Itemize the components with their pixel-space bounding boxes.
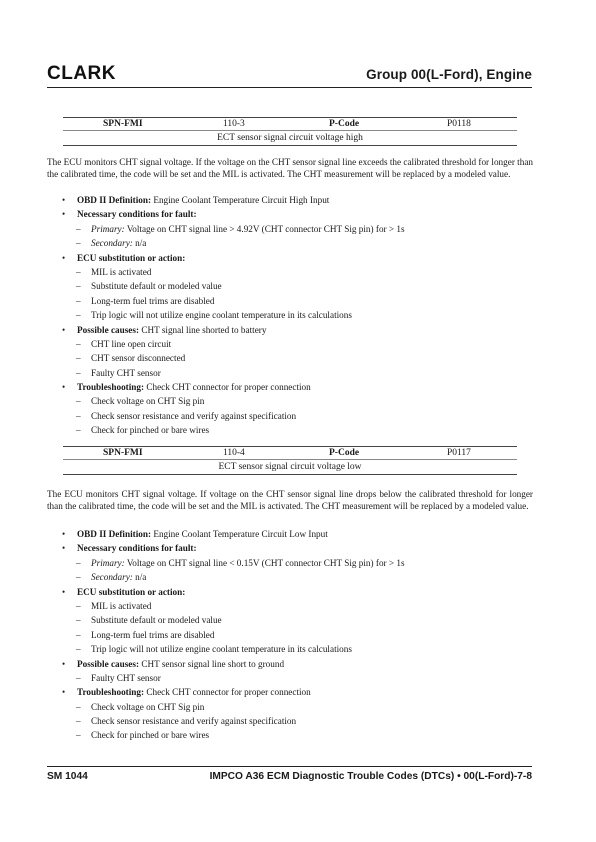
list-item bbox=[62, 657, 405, 671]
bullet-icon: • bbox=[62, 586, 66, 597]
obd-label: OBD II Definition: bbox=[77, 195, 152, 205]
substitution-item: Long-term fuel trims are disabled bbox=[91, 295, 215, 306]
list-item bbox=[62, 409, 405, 423]
dash-icon: – bbox=[76, 672, 81, 683]
footer-manual-number: SM 1044 bbox=[47, 771, 88, 782]
primary-label: Primary: bbox=[91, 557, 125, 568]
dash-icon: – bbox=[76, 410, 81, 421]
dtc-header-row bbox=[63, 446, 517, 460]
dtc-description: ECT sensor signal circuit voltage high bbox=[217, 133, 363, 143]
list-item bbox=[62, 527, 405, 541]
causes-label: Possible causes: bbox=[77, 324, 140, 335]
troubleshooting-item: Check for pinched or bare wires bbox=[91, 425, 210, 436]
bullet-icon: • bbox=[62, 658, 66, 669]
primary-text: Voltage on CHT signal line < 0.15V (CHT connector CHT Sig pin) for > 1s bbox=[124, 557, 405, 568]
dash-icon: – bbox=[76, 295, 81, 306]
list-item bbox=[62, 308, 405, 322]
list-item bbox=[62, 193, 405, 207]
dash-icon: – bbox=[76, 425, 81, 436]
list-item bbox=[62, 207, 405, 221]
list-item bbox=[62, 251, 405, 265]
bullet-icon: • bbox=[62, 209, 66, 220]
bullet-icon: • bbox=[62, 687, 66, 698]
obd-label: OBD II Definition: bbox=[77, 529, 152, 539]
footer-page-reference: IMPCO A36 ECM Diagnostic Trouble Codes (DTCs) • 00(L-Ford)-7-8 bbox=[209, 771, 532, 782]
dash-icon: – bbox=[76, 338, 81, 349]
list-item bbox=[62, 585, 405, 599]
secondary-text: n/a bbox=[132, 238, 147, 249]
list-item bbox=[62, 714, 405, 728]
list-item bbox=[62, 556, 405, 570]
troubleshooting-item: Check for pinched or bare wires bbox=[91, 730, 210, 741]
secondary-label: Secondary: bbox=[91, 572, 133, 583]
obd-text: Engine Coolant Temperature Circuit High Input bbox=[151, 195, 330, 205]
bullet-icon: • bbox=[62, 252, 66, 263]
list-item bbox=[62, 351, 405, 365]
spn-fmi-label: SPN-FMI bbox=[103, 119, 143, 129]
dash-icon: – bbox=[76, 310, 81, 321]
obd-text: Engine Coolant Temperature Circuit Low Input bbox=[151, 529, 328, 539]
list-item bbox=[62, 728, 405, 742]
dash-icon: – bbox=[76, 281, 81, 292]
list-item bbox=[62, 323, 405, 337]
substitution-item: MIL is activated bbox=[91, 266, 152, 277]
dtc-1-paragraph: The ECU monitors CHT signal voltage. If the voltage on the CHT sensor signal line exceeds the calibrated threshold for longer than the calibrated time, the code will be set and the MIL is activated. The CHT measurement will be replaced by a modeled value. bbox=[47, 157, 533, 179]
list-item bbox=[62, 642, 405, 656]
bullet-icon: • bbox=[62, 195, 66, 205]
dash-icon: – bbox=[76, 266, 81, 277]
cause-item: CHT line open circuit bbox=[91, 338, 172, 349]
substitution-item: Substitute default or modeled value bbox=[91, 281, 222, 292]
pcode-label: P-Code bbox=[329, 119, 360, 129]
secondary-text: n/a bbox=[132, 572, 147, 583]
dash-icon: – bbox=[76, 730, 81, 741]
dtc-description: ECT sensor signal circuit voltage low bbox=[218, 462, 362, 472]
pcode-value: P0117 bbox=[447, 448, 471, 458]
conditions-label: Necessary conditions for fault: bbox=[77, 209, 197, 220]
page-footer bbox=[47, 766, 532, 782]
list-item bbox=[62, 294, 405, 308]
dash-icon: – bbox=[76, 238, 81, 249]
troubleshooting-label: Troubleshooting: bbox=[77, 687, 145, 698]
list-item bbox=[62, 394, 405, 408]
list-item bbox=[62, 570, 405, 584]
dash-icon: – bbox=[76, 600, 81, 611]
list-item bbox=[62, 541, 405, 555]
dash-icon: – bbox=[76, 701, 81, 712]
dash-icon: – bbox=[76, 353, 81, 364]
cause-item: Faulty CHT sensor bbox=[91, 367, 161, 378]
conditions-label: Necessary conditions for fault: bbox=[77, 543, 197, 554]
dash-icon: – bbox=[76, 716, 81, 727]
substitution-label: ECU substitution or action: bbox=[77, 586, 186, 597]
section-title: Group 00(L-Ford), Engine bbox=[366, 67, 532, 82]
spn-fmi-value: 110-3 bbox=[223, 119, 245, 129]
pcode-value: P0118 bbox=[447, 119, 471, 129]
cause-item: Faulty CHT sensor bbox=[91, 672, 161, 683]
list-item bbox=[62, 700, 405, 714]
dtc-table-2 bbox=[63, 446, 517, 475]
dtc-header-row bbox=[63, 117, 517, 131]
substitution-item: Long-term fuel trims are disabled bbox=[91, 629, 215, 640]
list-item bbox=[62, 337, 405, 351]
list-item bbox=[62, 685, 405, 699]
bullet-icon: • bbox=[62, 529, 66, 539]
clark-logo-mark bbox=[47, 62, 116, 84]
dash-icon: – bbox=[76, 644, 81, 655]
troubleshooting-text: Check CHT connector for proper connection bbox=[144, 687, 311, 698]
list-item bbox=[62, 671, 405, 685]
troubleshooting-item: Check voltage on CHT Sig pin bbox=[91, 396, 205, 407]
dtc-description-row bbox=[63, 131, 517, 146]
list-item bbox=[62, 265, 405, 279]
list-item bbox=[62, 366, 405, 380]
substitution-label: ECU substitution or action: bbox=[77, 252, 186, 263]
list-item bbox=[62, 628, 405, 642]
list-item bbox=[62, 380, 405, 394]
substitution-item: MIL is activated bbox=[91, 600, 152, 611]
dash-icon: – bbox=[76, 367, 81, 378]
dtc-table-1 bbox=[63, 117, 517, 146]
causes-text: CHT signal line shorted to battery bbox=[139, 324, 267, 335]
troubleshooting-item: Check voltage on CHT Sig pin bbox=[91, 701, 205, 712]
dtc-description-row bbox=[63, 460, 517, 475]
dash-icon: – bbox=[76, 557, 81, 568]
secondary-label: Secondary: bbox=[91, 238, 133, 249]
substitution-item: Trip logic will not utilize engine coolant temperature in its calculations bbox=[91, 310, 352, 321]
page-header bbox=[47, 62, 532, 88]
primary-text: Voltage on CHT signal line > 4.92V (CHT connector CHT Sig pin) for > 1s bbox=[124, 223, 405, 234]
dash-icon: – bbox=[76, 629, 81, 640]
bullet-icon: • bbox=[62, 543, 66, 554]
list-item bbox=[62, 236, 405, 250]
bullet-icon: • bbox=[62, 324, 66, 335]
spn-fmi-label: SPN-FMI bbox=[103, 448, 143, 458]
clark-logo-text: CLARK bbox=[47, 63, 116, 84]
dtc-2-details bbox=[62, 527, 405, 743]
troubleshooting-item: Check sensor resistance and verify against specification bbox=[91, 716, 297, 727]
list-item bbox=[62, 423, 405, 437]
substitution-item: Trip logic will not utilize engine coolant temperature in its calculations bbox=[91, 644, 352, 655]
causes-text: CHT sensor signal line short to ground bbox=[139, 658, 285, 669]
dtc-2-paragraph: The ECU monitors CHT signal voltage. If voltage on the CHT sensor signal line drops below the calibrated threshold for longer than the calibrated time, the code will be set and the MIL is activated. The CHT measurement will be replaced by a modeled value. bbox=[47, 489, 533, 511]
primary-label: Primary: bbox=[91, 223, 125, 234]
clark-logo bbox=[47, 62, 116, 84]
dash-icon: – bbox=[76, 223, 81, 234]
list-item bbox=[62, 613, 405, 627]
cause-item: CHT sensor disconnected bbox=[91, 353, 186, 364]
causes-label: Possible causes: bbox=[77, 658, 140, 669]
bullet-icon: • bbox=[62, 382, 66, 393]
list-item bbox=[62, 222, 405, 236]
dash-icon: – bbox=[76, 572, 81, 583]
dash-icon: – bbox=[76, 396, 81, 407]
list-item bbox=[62, 599, 405, 613]
troubleshooting-label: Troubleshooting: bbox=[77, 382, 145, 393]
troubleshooting-item: Check sensor resistance and verify against specification bbox=[91, 410, 297, 421]
substitution-item: Substitute default or modeled value bbox=[91, 615, 222, 626]
dash-icon: – bbox=[76, 615, 81, 626]
troubleshooting-text: Check CHT connector for proper connection bbox=[144, 382, 311, 393]
dtc-1-details bbox=[62, 193, 405, 438]
spn-fmi-value: 110-4 bbox=[223, 448, 245, 458]
pcode-label: P-Code bbox=[329, 448, 360, 458]
list-item bbox=[62, 279, 405, 293]
